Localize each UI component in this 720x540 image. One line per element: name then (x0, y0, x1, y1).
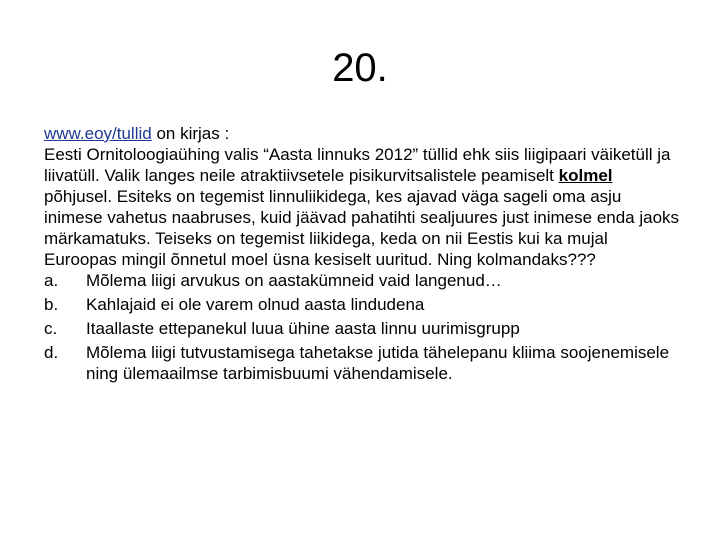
slide-title: 20. (332, 46, 388, 90)
paragraph-part-1: Eesti Ornitoloogiaühing valis “Aasta linnuks 2012” tüllid ehk siis liigipaari väiketüll ja liivatüll. Valik langes neile atraktiivsetele pisikurvitsalistele peamiselt (44, 145, 671, 185)
option-text: Mõlema liigi arvukus on aastakümneid vaid langenud… (86, 271, 502, 290)
answer-option-c (44, 318, 684, 339)
option-text: Mõlema liigi tutvustamisega tahetakse jutida tähelepanu kliima soojenemisele ning ülemaailmse tarbimisbuumi vähendamisele. (86, 343, 670, 383)
option-text: Itaallaste ettepanekul luua ühine aasta linnu uurimisgrupp (86, 319, 520, 338)
option-marker: d. (44, 343, 59, 362)
slide-body (44, 123, 684, 387)
option-marker: c. (44, 319, 58, 338)
answer-options (44, 270, 684, 384)
paragraph-part-2: põhjusel. Esiteks on tegemist linnuliikidega, kes ajavad väga sageli oma asju inimese vahetus naabruses, kuid jäävad pahatihti sealjuures just inimese enda jaoks märkamatuks. Teiseks on tegemist liikidega, keda on nii Eestis kui ka mujal Euroopas mingil õnnetul moel üsna kesiselt uuritud. Ning kolmandaks??? (44, 187, 680, 269)
answer-option-b (44, 294, 684, 315)
option-marker: b. (44, 295, 59, 314)
option-text: Kahlajaid ei ole varem olnud aasta lindudena (86, 295, 425, 314)
source-suffix: on kirjas : (151, 124, 230, 143)
source-link[interactable]: www.eoy/tullid (44, 124, 152, 143)
answer-option-a (44, 270, 684, 291)
option-marker: a. (44, 271, 59, 290)
paragraph-emphasis: kolmel (558, 166, 613, 185)
answer-option-d (44, 342, 684, 384)
question-paragraph (44, 144, 684, 270)
source-line (44, 123, 684, 144)
